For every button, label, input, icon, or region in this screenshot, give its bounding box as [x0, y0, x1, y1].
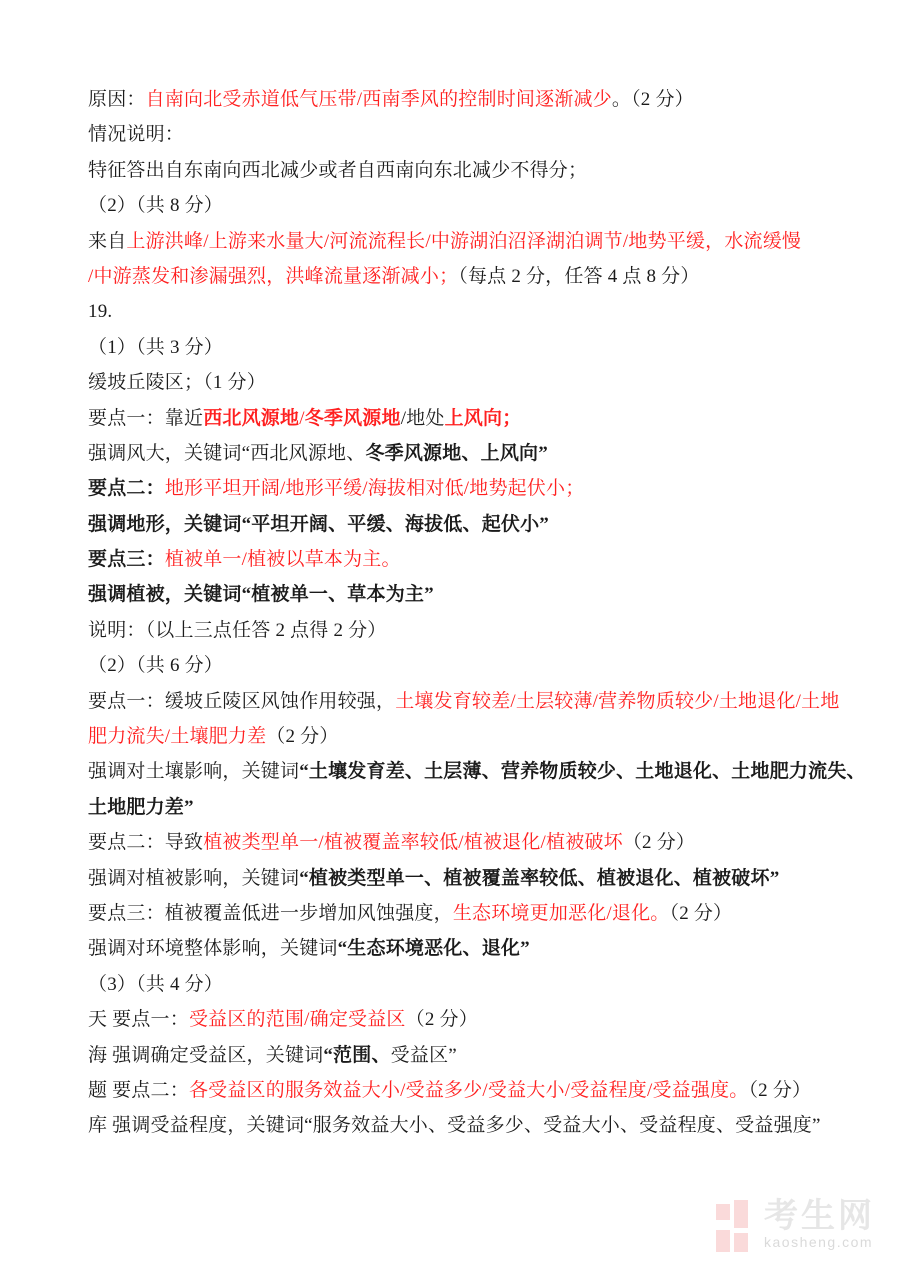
text-segment: “土壤发育差、土层薄、营养物质较少、土地退化、土地肥力流失、 — [299, 761, 866, 783]
text-line-1 — [88, 82, 888, 117]
text-segment: （2 分） — [266, 726, 339, 748]
kaosheng-watermark — [714, 1198, 875, 1254]
text-line-26 — [88, 967, 888, 1002]
text-segment: 要点三： — [88, 549, 165, 571]
text-segment: （2）（共 8 分） — [88, 195, 224, 217]
text-segment: 要点三：植被覆盖低进一步增加风蚀强度， — [88, 902, 453, 924]
text-line-16 — [88, 613, 888, 648]
text-segment: （1）（共 3 分） — [88, 336, 224, 358]
text-segment: 强调风大，关键词“西北风源地、 — [88, 442, 366, 464]
text-segment: 强调对植被影响，关键词 — [88, 867, 300, 889]
text-line-8 — [88, 330, 888, 365]
text-segment: 强调植被，关键词“植被单一、草本为主” — [88, 584, 434, 606]
text-line-22 — [88, 825, 888, 860]
text-line-3 — [88, 153, 888, 188]
text-segment: 植被类型单一/植被覆盖率较低/植被退化/植被破坏 — [203, 832, 623, 854]
text-segment: 19. — [88, 301, 113, 323]
answer-key-text-body — [88, 82, 888, 1144]
text-line-17 — [88, 648, 888, 683]
text-segment: 来自 — [88, 230, 127, 252]
watermark-domain: kaosheng.com — [764, 1234, 874, 1250]
watermark-brand-name: 考生网 — [764, 1197, 875, 1235]
text-segment: 自南向北受赤道低气压带/西南季风的控制时间逐渐减少 — [145, 89, 612, 110]
text-segment: 天 要点一： — [88, 1009, 189, 1031]
logo-block — [734, 1233, 748, 1252]
text-segment: 植被单一/植被以草本为主。 — [164, 549, 401, 571]
text-line-11 — [88, 436, 888, 471]
text-segment: 特征答出自东南向西北减少或者自西南向东北减少不得分； — [88, 159, 588, 181]
watermark-text — [764, 1198, 875, 1250]
text-segment: （2 分） — [748, 1079, 812, 1101]
text-line-23 — [88, 861, 888, 896]
text-segment: 库 强调受益程度，关键词“服务效益大小、受益多少、受益大小、受益程度、受益强度” — [88, 1115, 821, 1137]
logo-block — [734, 1200, 748, 1228]
text-segment: 上风向； — [444, 407, 522, 429]
text-segment: 肥力流失/土壤肥力差 — [88, 726, 267, 748]
text-line-7 — [88, 294, 888, 329]
text-segment: （2 分） — [669, 902, 733, 924]
text-segment: 情况说明： — [88, 124, 185, 146]
text-line-20 — [88, 754, 888, 789]
logo-block — [716, 1204, 730, 1220]
text-segment: 要点二：导致 — [88, 832, 204, 854]
text-segment: 原因： — [88, 89, 146, 110]
text-segment: 西北风源地 — [203, 407, 300, 429]
kaosheng-logo-icon — [714, 1198, 752, 1254]
text-segment: （每点 2 分，任答 4 点 8 分） — [458, 265, 700, 287]
text-segment: 要点一：靠近 — [88, 407, 204, 429]
text-segment: 题 要点二： — [88, 1079, 189, 1101]
text-segment: （2 分） — [622, 832, 696, 854]
text-segment: “生态环境恶化、退化” — [337, 938, 530, 960]
text-line-4 — [88, 188, 888, 223]
text-segment: （2 分） — [405, 1009, 478, 1031]
text-segment: 土壤发育较差/土层较薄/营养物质较少/土地退化/土地 — [395, 690, 840, 712]
text-segment: /地处 — [400, 407, 445, 429]
text-segment: 冬季风源地、上风向” — [365, 442, 548, 464]
text-line-21 — [88, 790, 888, 825]
text-segment: 上游洪峰/上游来水量大/河流流程长/中游湖泊沼泽湖泊调节/地势平缓，水流缓慢 — [126, 230, 802, 252]
text-line-15 — [88, 577, 888, 612]
text-line-6 — [88, 259, 888, 294]
text-line-14 — [88, 542, 888, 577]
text-line-24 — [88, 896, 888, 931]
text-line-5 — [88, 224, 888, 259]
text-segment: 受益区” — [390, 1044, 457, 1066]
text-segment: 缓坡丘陵区；（1 分） — [88, 372, 266, 394]
text-segment: 要点二： — [88, 478, 165, 500]
text-segment: （3）（共 4 分） — [88, 973, 224, 995]
text-segment: 要点一：缓坡丘陵区风蚀作用较强， — [88, 690, 396, 712]
text-line-25 — [88, 931, 888, 966]
text-segment: 各受益区的服务效益大小/受益多少/受益大小/受益程度/受益强度。 — [188, 1079, 749, 1101]
text-segment: “植被类型单一、植被覆盖率较低、植被退化、植被破坏” — [299, 867, 780, 889]
text-line-27 — [88, 1002, 888, 1037]
text-segment: 。（2 分） — [611, 89, 694, 110]
text-line-2 — [88, 117, 888, 152]
text-line-13 — [88, 507, 888, 542]
text-line-18 — [88, 684, 888, 719]
text-line-28 — [88, 1038, 888, 1073]
text-line-10 — [88, 401, 888, 436]
text-line-9 — [88, 365, 888, 400]
text-segment: 受益区的范围/确定受益区 — [188, 1009, 406, 1031]
text-segment: 冬季风源地 — [304, 407, 401, 429]
text-line-30 — [88, 1108, 888, 1143]
text-segment: 生态环境更加恶化/退化。 — [452, 902, 670, 924]
text-segment: 强调地形，关键词“平坦开阔、平缓、海拔低、起伏小” — [88, 513, 550, 535]
text-segment: 说明：（以上三点任答 2 点得 2 分） — [88, 619, 387, 641]
logo-block — [716, 1230, 730, 1252]
text-segment: （2）（共 6 分） — [88, 655, 224, 677]
text-segment: /中游蒸发和渗漏强烈，洪峰流量逐渐减小； — [88, 265, 459, 287]
text-line-19 — [88, 719, 888, 754]
text-segment: 强调对土壤影响，关键词 — [88, 761, 300, 783]
text-segment: “范围、 — [323, 1044, 391, 1066]
text-segment: 海 强调确定受益区，关键词 — [88, 1044, 324, 1066]
text-line-29 — [88, 1073, 888, 1108]
text-segment: 土地肥力差” — [88, 796, 194, 818]
text-segment: / — [299, 407, 305, 429]
text-segment: 地形平坦开阔/地形平缓/海拔相对低/地势起伏小； — [164, 478, 585, 500]
text-segment: 强调对环境整体影响，关键词 — [88, 938, 338, 960]
text-line-12 — [88, 471, 888, 506]
